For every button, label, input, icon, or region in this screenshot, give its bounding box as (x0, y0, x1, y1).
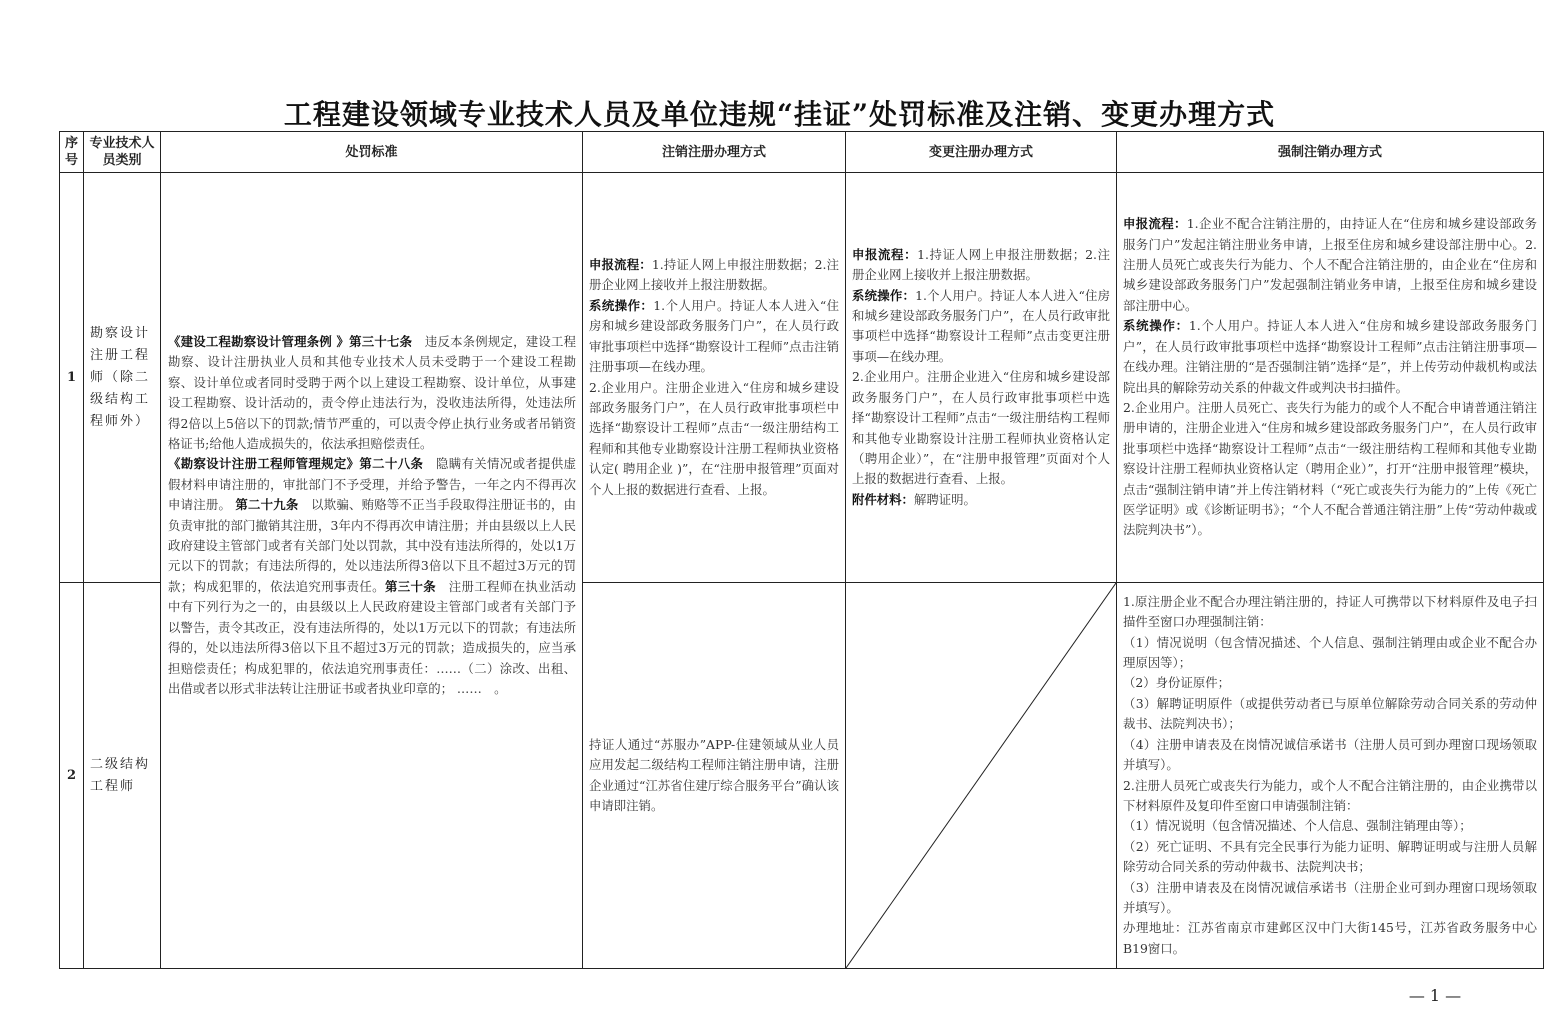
cancel-cell (583, 583, 846, 969)
row-seq: 2 (60, 583, 84, 969)
penalty-table (59, 131, 1544, 969)
list-item: 1.原注册企业不配合办理注销注册的，持证人可携带以下材料原件及电子扫描件至窗口办理强制注销： (1123, 593, 1537, 630)
forced-cell (1117, 583, 1544, 969)
field-text: 2.企业用户。注册企业进入“住房和城乡建设部政务服务门户”，在人员行政审批事项栏中选择“勘察设计工程师”点击“一级注册结构工程师和其他专业勘察设计注册工程师执业资格认定( 聘用企业 )”，在“注册申报管理”页面对个人上报的数据进行查看、上报。 (589, 379, 839, 497)
penalty-text (168, 332, 576, 699)
list-item: （1）情况说明（包含情况描述、个人信息、强制注销理由等）； (1123, 818, 1472, 834)
field-text: 1.企业不配合注销注册的，由持证人在“住房和城乡建设部政务服务门户”发起注销注册业务申请，上报至住房和城乡建设部注册中心。2.注册人员死亡或丧失行为能力、个人不配合注销注册的，由企业在“住房和城乡建设部政务服务门户”发起强制注销业务申请，上报至住房和城乡建设部注册中心。 (1123, 216, 1538, 313)
field-text: 解聘证明。 (913, 491, 976, 507)
field-label: 系统操作： (852, 287, 916, 303)
forced-lines (1123, 592, 1537, 959)
field-text: 1.持证人网上申报注册数据；2.注册企业网上接收并上报注册数据。 (852, 246, 1111, 283)
list-item: （4）注册申请表及在岗情况诚信承诺书（注册人员可到办理窗口现场领取并填写）。 (1123, 736, 1537, 773)
change-cell-empty (846, 583, 1117, 969)
penalty-text: 以欺骗、贿赂等不正当手段取得注册证书的，由负责审批的部门撤销其注册，3年内不得再次申请注册；并由县级以上人民政府建设主管部门或者有关部门处以罚款，其中没有违法所得的，处以1万元以下的罚款；有违法所得的，处以违法所得3倍以下且不超过3万元的罚款；构成犯罪的，依法追究刑事责任。 (168, 497, 576, 594)
header-forced: 强制注销办理方式 (1117, 132, 1544, 173)
field-label: 系统操作： (589, 297, 654, 313)
table-row (60, 173, 1544, 583)
list-item: （1）情况说明（包含情况描述、个人信息、强制注销理由或企业不配合办理原因等）； (1123, 634, 1537, 671)
penalty-cell (161, 173, 583, 969)
penalty-text: 注册工程师在执业活动中有下列行为之一的，由县级以上人民政府建设主管部门或者有关部门予以警告，责令其改正，没有违法所得的，处以1万元以下的罚款；有违法所得的，处以违法所得3倍以下且不超过3万元的罚款；造成损失的，应当承担赔偿责任；构成犯罪的，依法追究刑事责任：……（二）涂改、出租、出借或者以形式非法转让注册证书或者执业印章的； …… 。 (168, 578, 577, 696)
penalty-title: 《建设工程勘察设计管理条例 》第三十七条 (168, 334, 413, 349)
change-cell (846, 173, 1117, 583)
field-label: 申报流程： (1123, 216, 1187, 232)
header-category: 专业技术人员类别 (84, 132, 161, 173)
cancel-cell (583, 173, 846, 583)
list-item: 2.注册人员死亡或丧失行为能力，或个人不配合注销注册的，由企业携带以下材料原件及复印件至窗口申请强制注销： (1123, 777, 1537, 813)
field-label: 附件材料： (852, 491, 914, 507)
header-cancel: 注销注册办理方式 (583, 132, 846, 173)
list-item: （2）死亡证明、不具有完全民事行为能力证明、解聘证明或与注册人员解除劳动合同关系的劳动仲裁书、法院判决书； (1123, 838, 1537, 875)
field-text: 1.个人用户。持证人本人进入“住房和城乡建设部政务服务门户”，在人员行政审批事项栏中选择“勘察设计工程师”点击注销注册事项—在线办理。 (589, 297, 840, 375)
penalty-text: 违反本条例规定，建设工程勘察、设计注册执业人员和其他专业技术人员未受聘于一个建设工程勘察、设计单位或者同时受聘于两个以上建设工程勘察、设计单位，从事建设工程勘察、设计活动的，责令停止违法行为，没收违法所得，处违法所得2倍以上5倍以下的罚款;情节严重的，可以责令停止执行业务或者吊销资格证书;给他人造成损失的，依法承担赔偿责任。 (168, 334, 576, 452)
penalty-title: 《勘察设计注册工程师管理规定》第二十八条 (168, 456, 424, 472)
field-text: 1.个人用户。持证人本人进入“住房和城乡建设部政务服务门户”，在人员行政审批事项栏中选择“勘察设计工程师”点击注销注册事项—在线办理。注销注册的“是否强制注销”选择“是”，并上传劳动仲裁机构或法院出具的解除劳动关系的仲裁文件或判决书扫描件。 (1123, 318, 1538, 395)
list-item: 办理地址：江苏省南京市建邺区汉中门大街145号，江苏省政务服务中心B19窗口。 (1123, 920, 1537, 956)
field-label: 申报流程： (589, 257, 652, 273)
row-category: 二级结构工程师 (84, 583, 161, 969)
row-category: 勘察设计注册工程师（除二级结构工程师外） (84, 173, 161, 583)
field-text: 持证人通过“苏服办”APP-住建领域从业人员应用发起二级结构工程师注销注册申请，注册企业通过“江苏省住建厅综合服务平台”确认该申请即注销。 (589, 736, 839, 813)
header-change: 变更注册办理方式 (846, 132, 1117, 173)
penalty-title: 第三十条 (384, 578, 436, 594)
penalty-text: 隐瞒有关情况或者提供虚假材料申请注册的，审批部门不予受理，并给予警告，一年之内不得再次申请注册。 (168, 456, 577, 513)
field-text: 2.企业用户。注册人员死亡、丧失行为能力的或个人不配合申请普通注销注册申请的，注册企业进入“住房和城乡建设部政务服务门户”，在人员行政审批事项栏中选择“勘察设计工程师”点击“一级注册结构工程师和其他专业勘察设计注册工程师执业资格认定（聘用企业）”，打开“注册申报管理”模块，点击“强制注销申请”并上传注销材料（“死亡或丧失行为能力的”上传《死亡医学证明》或《诊断证明书》；“个人不配合普通注销注册”上传“劳动仲裁或法院判决书”）。 (1123, 399, 1537, 538)
list-item: （3）注册申请表及在岗情况诚信承诺书（注册企业可到办理窗口现场领取并填写）。 (1123, 879, 1537, 915)
header-row (60, 132, 1544, 173)
document-title: 工程建设领域专业技术人员及单位违规“挂证”处罚标准及注销、变更办理方式 (283, 98, 1276, 131)
field-text: 1.个人用户。持证人本人进入“住房和城乡建设部政务服务门户”，在人员行政审批事项栏中选择“勘察设计工程师”点击变更注册事项—在线办理。 (852, 287, 1111, 364)
header-seq: 序号 (60, 132, 84, 173)
penalty-title: 第二十九条 (235, 497, 299, 513)
list-item: （3）解聘证明原件（或提供劳动者已与原单位解除劳动合同关系的劳动仲裁书、法院判决书）； (1123, 695, 1537, 732)
field-text: 2.企业用户。注册企业进入“住房和城乡建设部政务服务门户”，在人员行政审批事项栏中选择“勘察设计工程师”点击“一级注册结构工程师和其他专业勘察设计注册工程师执业资格认定（聘用企业）”，在“注册申报管理”页面对个人上报的数据进行查看、上报。 (852, 369, 1110, 487)
field-label: 系统操作： (1123, 318, 1189, 334)
field-text: 1.持证人网上申报注册数据；2.注册企业网上接收并上报注册数据。 (589, 257, 839, 293)
diagonal-slash (846, 583, 1116, 968)
row-seq: 1 (60, 173, 84, 583)
forced-cell (1117, 173, 1544, 583)
page-number: — 1 — (1408, 986, 1462, 1005)
header-penalty: 处罚标准 (161, 132, 583, 173)
list-item: （2）身份证原件； (1123, 675, 1231, 691)
field-label: 申报流程： (852, 246, 918, 262)
